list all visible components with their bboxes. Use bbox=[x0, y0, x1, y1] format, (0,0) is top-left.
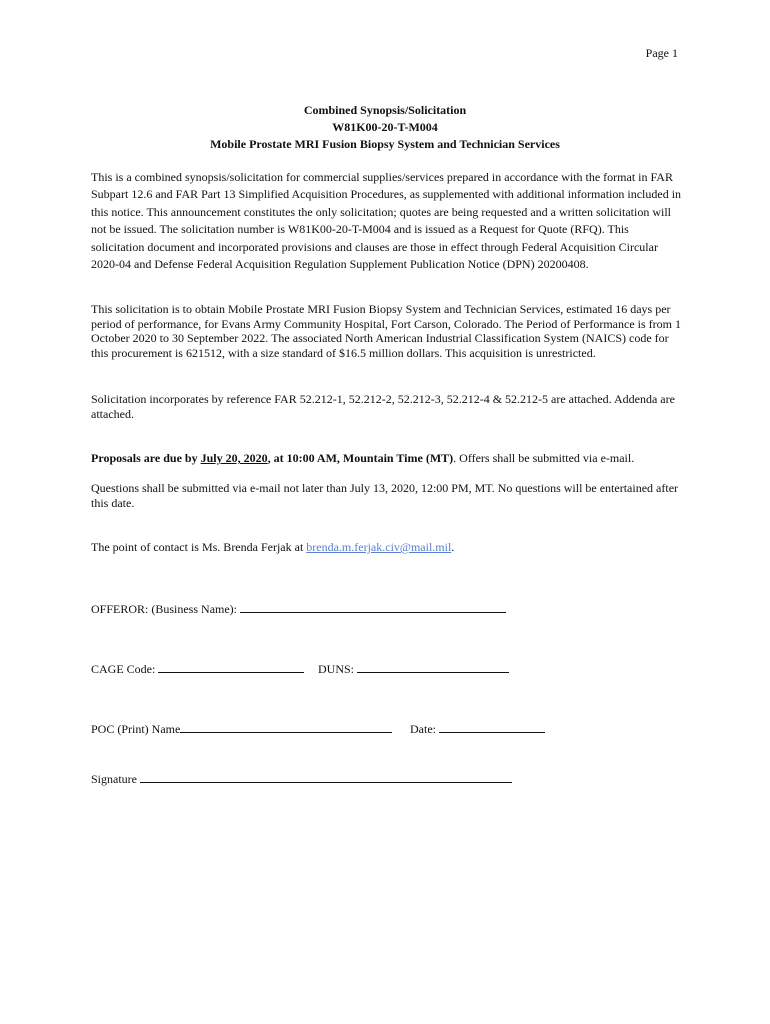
duns-field bbox=[318, 661, 509, 677]
offeror-blank[interactable] bbox=[240, 601, 506, 613]
contact-email-link[interactable]: brenda.m.ferjak.civ@mail.mil bbox=[306, 540, 452, 554]
contact-prefix: The point of contact is Ms. Brenda Ferjak at bbox=[91, 540, 307, 554]
due-time: , at 10:00 AM, Mountain Time (MT) bbox=[267, 451, 454, 465]
document-title bbox=[0, 102, 770, 153]
title-line-subject: Mobile Prostate MRI Fusion Biopsy System and Technician Services bbox=[210, 137, 560, 151]
intro-paragraph: This is a combined synopsis/solicitation for commercial supplies/services prepared in accordance with the format in FAR Subpart 12.6 and FAR Part 13 Simplified Acquisition Procedures, as supplemented with additional information included in this notice. This announcement constitutes the only solicitation; quotes are being requested and a written solicitation will not be issued. The solicitation number is W81K00-20-T-M004 and is issued as a Request for Quote (RFQ). This solicitation document and incorporated provisions and clauses are those in effect through Federal Acquisition Circular 2020-04 and Defense Federal Acquisition Regulation Supplement Publication Notice (DPN) 20200408. bbox=[91, 170, 682, 272]
signature-field bbox=[91, 771, 512, 787]
poc-name-label: POC (Print) Name bbox=[91, 722, 181, 736]
cage-code-blank[interactable] bbox=[158, 661, 304, 673]
signature-label: Signature bbox=[91, 772, 140, 786]
questions-paragraph: Questions shall be submitted via e-mail not later than July 13, 2020, 12:00 PM, MT. No questions will be entertained after this date. bbox=[91, 481, 679, 510]
title-line-solicitation-number: W81K00-20-T-M004 bbox=[332, 120, 438, 134]
clauses-paragraph: Solicitation incorporates by reference FAR 52.212-1, 52.212-2, 52.212-3, 52.212-4 & 52.212-5 are attached. Addenda are attached. bbox=[91, 392, 675, 421]
date-field bbox=[410, 721, 545, 737]
due-prefix: Proposals are due by bbox=[91, 451, 201, 465]
duns-blank[interactable] bbox=[357, 661, 509, 673]
due-date-paragraph bbox=[91, 451, 685, 466]
duns-label: DUNS: bbox=[318, 662, 358, 676]
cage-code-field bbox=[91, 661, 304, 677]
title-line-synopsis: Combined Synopsis/Solicitation bbox=[303, 103, 467, 117]
scope-paragraph: This solicitation is to obtain Mobile Prostate MRI Fusion Biopsy System and Technician Services, estimated 16 days per period of performance, for Evans Army Community Hospital, Fort Carson, Colorado. The Period of Performance is from 1 October 2020 to 30 September 2022. The associated North American Industrial Classification System (NAICS) code for this procurement is 621512, with a size standard of $16.5 million dollars. This acquisition is unrestricted. bbox=[91, 302, 681, 360]
signature-blank[interactable] bbox=[140, 771, 512, 783]
offeror-field bbox=[91, 601, 506, 617]
date-blank[interactable] bbox=[439, 721, 545, 733]
date-label: Date: bbox=[410, 722, 439, 736]
poc-name-blank[interactable] bbox=[180, 721, 392, 733]
cage-code-label: CAGE Code: bbox=[91, 662, 159, 676]
contact-paragraph bbox=[91, 540, 685, 555]
due-suffix: . Offers shall be submitted via e-mail. bbox=[453, 451, 635, 465]
contact-suffix: . bbox=[451, 540, 455, 554]
page-number: Page 1 bbox=[645, 46, 678, 60]
offeror-label: OFFEROR: (Business Name): bbox=[91, 602, 241, 616]
due-date: July 20, 2020 bbox=[200, 451, 268, 465]
poc-name-field bbox=[91, 721, 392, 737]
